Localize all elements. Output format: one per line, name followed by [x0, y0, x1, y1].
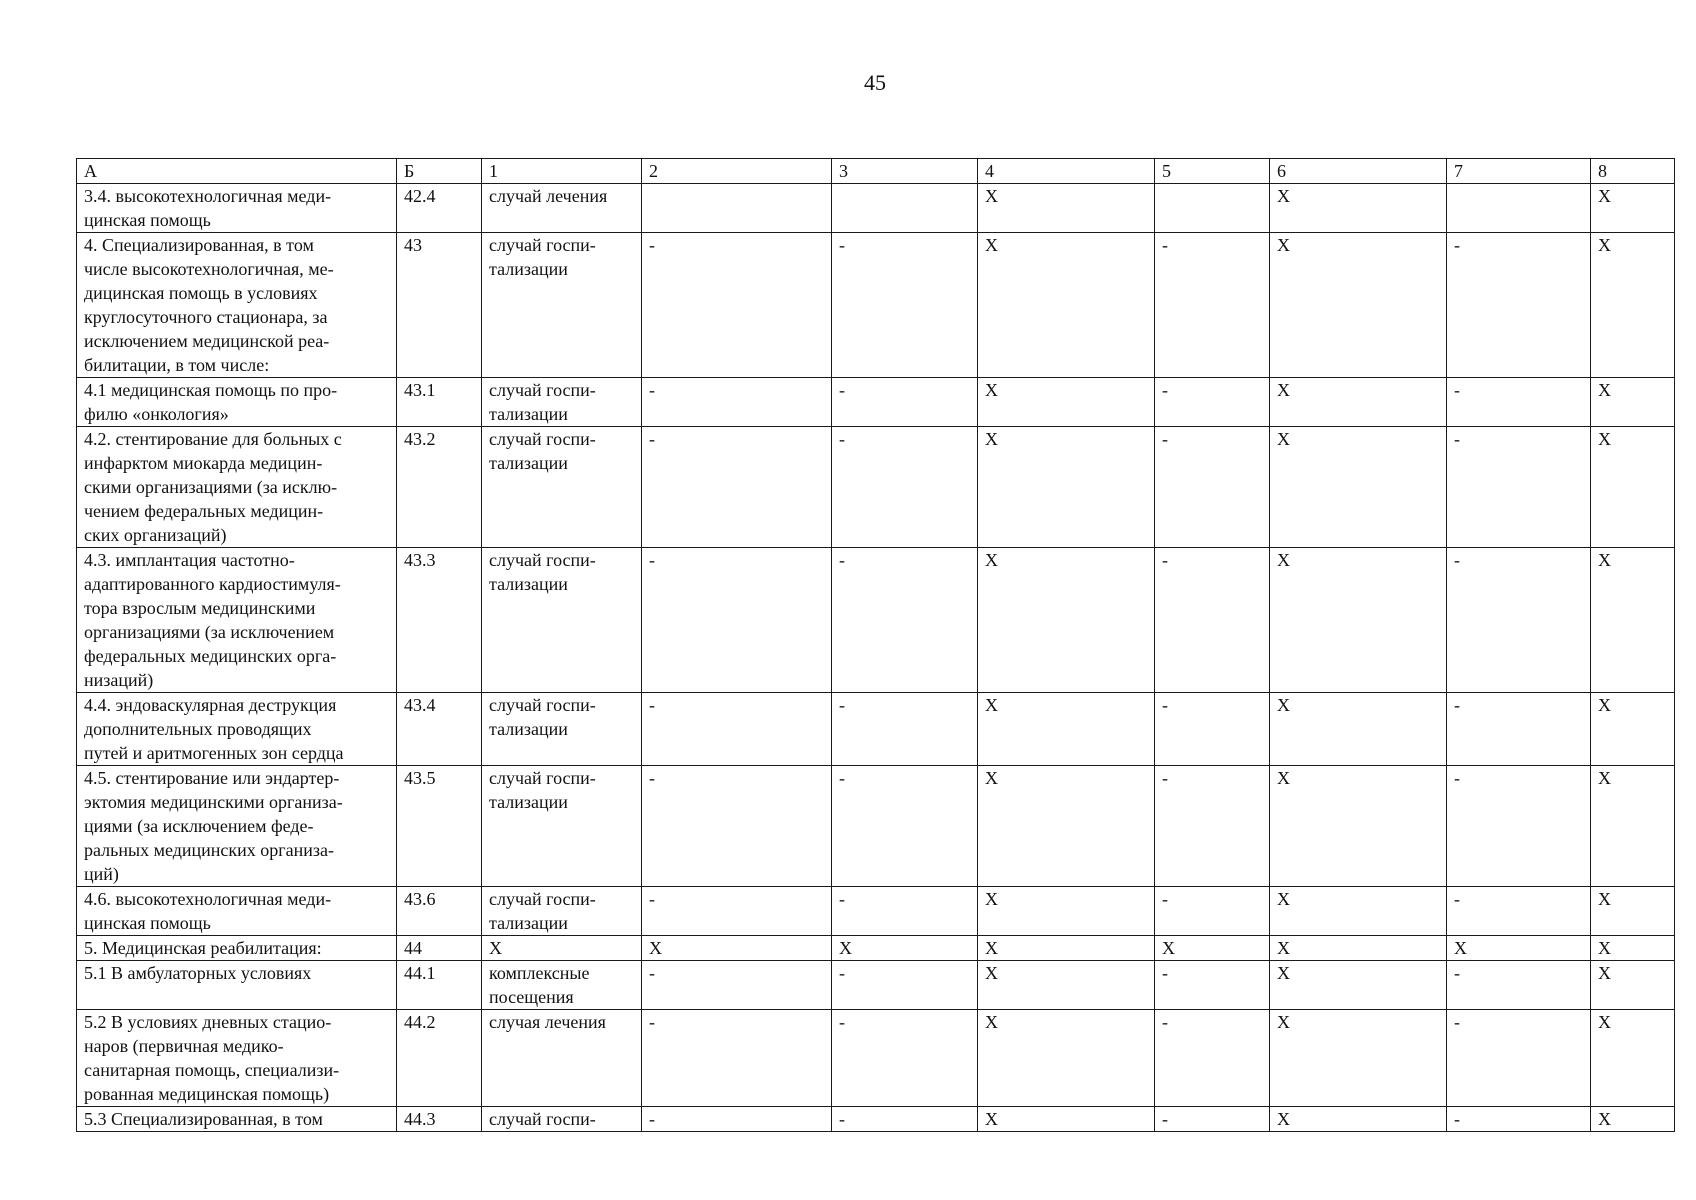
- row-code-cell: 44: [397, 936, 482, 961]
- col6-cell: X: [1270, 427, 1447, 548]
- col3-cell: -: [832, 1010, 978, 1107]
- row-code-cell: 43.6: [397, 887, 482, 936]
- row-label-cell: 3.4. высокотехнологичная меди- цинская помощь: [77, 184, 397, 233]
- header-cell-b: Б: [397, 159, 482, 184]
- col2-cell: [642, 184, 832, 233]
- col5-cell: -: [1155, 961, 1270, 1010]
- row-label-cell: 5. Медицинская реабилитация:: [77, 936, 397, 961]
- col5-cell: -: [1155, 427, 1270, 548]
- col4-cell: X: [978, 936, 1155, 961]
- col4-cell: X: [978, 1010, 1155, 1107]
- header-cell-2: 2: [642, 159, 832, 184]
- col8-cell: X: [1591, 184, 1675, 233]
- col7-cell: -: [1447, 693, 1591, 766]
- table-row: [77, 378, 1675, 427]
- col8-cell: X: [1591, 961, 1675, 1010]
- unit-cell: случай госпи-: [482, 1107, 642, 1132]
- col6-cell: X: [1270, 233, 1447, 378]
- row-label-cell: 5.3 Специализированная, в том: [77, 1107, 397, 1132]
- col3-cell: -: [832, 693, 978, 766]
- row-code-cell: 43.2: [397, 427, 482, 548]
- col4-cell: X: [978, 378, 1155, 427]
- col5-cell: X: [1155, 936, 1270, 961]
- col6-cell: X: [1270, 887, 1447, 936]
- col3-cell: X: [832, 936, 978, 961]
- col7-cell: -: [1447, 233, 1591, 378]
- col7-cell: -: [1447, 961, 1591, 1010]
- table-row: [77, 548, 1675, 693]
- row-code-cell: 44.1: [397, 961, 482, 1010]
- row-label-cell: 4. Специализированная, в том числе высокотехнологичная, ме- дицинская помощь в условиях круглосуточного стационара, за исключением медицинской реа- билитации, в том числе:: [77, 233, 397, 378]
- table-row: [77, 1010, 1675, 1107]
- col2-cell: -: [642, 233, 832, 378]
- col3-cell: -: [832, 427, 978, 548]
- col5-cell: -: [1155, 548, 1270, 693]
- unit-cell: случай госпи- тализации: [482, 378, 642, 427]
- unit-cell: случай госпи- тализации: [482, 427, 642, 548]
- header-cell-1: 1: [482, 159, 642, 184]
- col7-cell: -: [1447, 427, 1591, 548]
- header-cell-a: А: [77, 159, 397, 184]
- col2-cell: -: [642, 548, 832, 693]
- header-row: [77, 159, 1675, 184]
- col4-cell: X: [978, 766, 1155, 887]
- col6-cell: X: [1270, 1107, 1447, 1132]
- row-code-cell: 44.2: [397, 1010, 482, 1107]
- col8-cell: X: [1591, 887, 1675, 936]
- col6-cell: X: [1270, 378, 1447, 427]
- col6-cell: X: [1270, 936, 1447, 961]
- col4-cell: X: [978, 548, 1155, 693]
- row-code-cell: 44.3: [397, 1107, 482, 1132]
- col5-cell: -: [1155, 1107, 1270, 1132]
- row-label-cell: 4.2. стентирование для больных с инфарктом миокарда медицин- скими организациями (за исклю- чением федеральных медицин- ских организаций): [77, 427, 397, 548]
- header-cell-5: 5: [1155, 159, 1270, 184]
- col2-cell: -: [642, 1107, 832, 1132]
- col3-cell: -: [832, 378, 978, 427]
- col8-cell: X: [1591, 936, 1675, 961]
- col4-cell: X: [978, 887, 1155, 936]
- col2-cell: -: [642, 693, 832, 766]
- col4-cell: X: [978, 233, 1155, 378]
- row-label-cell: 5.1 В амбулаторных условиях: [77, 961, 397, 1010]
- col7-cell: -: [1447, 887, 1591, 936]
- col8-cell: X: [1591, 766, 1675, 887]
- col6-cell: X: [1270, 1010, 1447, 1107]
- unit-cell: случай госпи- тализации: [482, 548, 642, 693]
- row-code-cell: 43.1: [397, 378, 482, 427]
- col2-cell: -: [642, 378, 832, 427]
- col4-cell: X: [978, 693, 1155, 766]
- col2-cell: -: [642, 766, 832, 887]
- data-table: [76, 158, 1675, 1132]
- table-row: [77, 184, 1675, 233]
- unit-cell: случай лечения: [482, 184, 642, 233]
- col8-cell: X: [1591, 378, 1675, 427]
- table-row: [77, 887, 1675, 936]
- col4-cell: X: [978, 1107, 1155, 1132]
- table-row: [77, 766, 1675, 887]
- unit-cell: случая лечения: [482, 1010, 642, 1107]
- col6-cell: X: [1270, 693, 1447, 766]
- col3-cell: [832, 184, 978, 233]
- col6-cell: X: [1270, 766, 1447, 887]
- col7-cell: -: [1447, 378, 1591, 427]
- row-code-cell: 43.5: [397, 766, 482, 887]
- col7-cell: [1447, 184, 1591, 233]
- col7-cell: -: [1447, 1107, 1591, 1132]
- col5-cell: -: [1155, 887, 1270, 936]
- col5-cell: -: [1155, 766, 1270, 887]
- col6-cell: X: [1270, 548, 1447, 693]
- table-row: [77, 427, 1675, 548]
- row-code-cell: 43.4: [397, 693, 482, 766]
- col3-cell: -: [832, 961, 978, 1010]
- unit-cell: комплексные посещения: [482, 961, 642, 1010]
- col8-cell: X: [1591, 427, 1675, 548]
- table-row: [77, 233, 1675, 378]
- table-row: [77, 1107, 1675, 1132]
- unit-cell: случай госпи- тализации: [482, 887, 642, 936]
- col3-cell: -: [832, 548, 978, 693]
- col5-cell: -: [1155, 233, 1270, 378]
- col8-cell: X: [1591, 1107, 1675, 1132]
- col5-cell: -: [1155, 693, 1270, 766]
- table-row: [77, 936, 1675, 961]
- col6-cell: X: [1270, 961, 1447, 1010]
- col8-cell: X: [1591, 693, 1675, 766]
- header-cell-3: 3: [832, 159, 978, 184]
- col6-cell: X: [1270, 184, 1447, 233]
- row-code-cell: 43: [397, 233, 482, 378]
- col5-cell: -: [1155, 378, 1270, 427]
- col7-cell: -: [1447, 1010, 1591, 1107]
- col4-cell: X: [978, 961, 1155, 1010]
- col4-cell: X: [978, 184, 1155, 233]
- col5-cell: [1155, 184, 1270, 233]
- col8-cell: X: [1591, 548, 1675, 693]
- col3-cell: -: [832, 766, 978, 887]
- table-row: [77, 693, 1675, 766]
- table-row: [77, 961, 1675, 1010]
- unit-cell: случай госпи- тализации: [482, 233, 642, 378]
- col2-cell: -: [642, 427, 832, 548]
- col2-cell: -: [642, 887, 832, 936]
- col7-cell: -: [1447, 766, 1591, 887]
- col2-cell: -: [642, 1010, 832, 1107]
- col8-cell: X: [1591, 233, 1675, 378]
- unit-cell: случай госпи- тализации: [482, 693, 642, 766]
- col4-cell: X: [978, 427, 1155, 548]
- col3-cell: -: [832, 887, 978, 936]
- col2-cell: X: [642, 936, 832, 961]
- page-number: 45: [864, 70, 886, 95]
- col3-cell: -: [832, 233, 978, 378]
- table-body: [77, 159, 1675, 1132]
- row-code-cell: 43.3: [397, 548, 482, 693]
- col8-cell: X: [1591, 1010, 1675, 1107]
- col7-cell: -: [1447, 548, 1591, 693]
- row-label-cell: 4.5. стентирование или эндартер- эктомия медицинскими организа- циями (за исключением феде- ральных медицинских организа- ций): [77, 766, 397, 887]
- row-label-cell: 4.1 медицинская помощь по про- филю «онкология»: [77, 378, 397, 427]
- row-label-cell: 4.3. имплантация частотно- адаптированного кардиостимуля- тора взрослым медицинскими организациями (за исключением федеральных медицинских орга- низаций): [77, 548, 397, 693]
- col3-cell: -: [832, 1107, 978, 1132]
- header-cell-4: 4: [978, 159, 1155, 184]
- row-label-cell: 4.4. эндоваскулярная деструкция дополнительных проводящих путей и аритмогенных зон сердца: [77, 693, 397, 766]
- row-label-cell: 4.6. высокотехнологичная меди- цинская помощь: [77, 887, 397, 936]
- unit-cell: случай госпи- тализации: [482, 766, 642, 887]
- col7-cell: X: [1447, 936, 1591, 961]
- unit-cell: X: [482, 936, 642, 961]
- col2-cell: -: [642, 961, 832, 1010]
- header-cell-7: 7: [1447, 159, 1591, 184]
- row-code-cell: 42.4: [397, 184, 482, 233]
- row-label-cell: 5.2 В условиях дневных стацио- наров (первичная медико- санитарная помощь, специализи- рованная медицинская помощь): [77, 1010, 397, 1107]
- col5-cell: -: [1155, 1010, 1270, 1107]
- header-cell-6: 6: [1270, 159, 1447, 184]
- header-cell-8: 8: [1591, 159, 1675, 184]
